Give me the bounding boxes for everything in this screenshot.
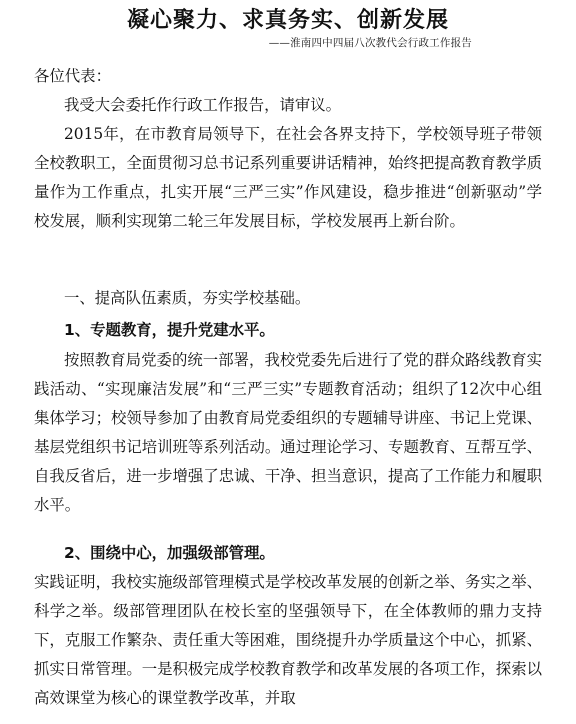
subsection-body-2: 实践证明，我校实施级部管理模式是学校改革发展的创新之举、务实之举、科学之举。级部管理团队在校长室的坚强领导下，在全体教师的鼎力支持下，克服工作繁杂、责任重大等困难，围绕提升办学质量这个中心，抓紧、抓实日常管理。一是积极完成学校教育教学和改革发展的各项工作，探索以高效课堂为核心的课堂教学改革，并取: [34, 573, 542, 707]
salutation: 各位代表：: [34, 67, 111, 85]
document-title: 凝心聚力、求真务实、创新发展: [126, 8, 449, 33]
subsection-heading-2: 2、围绕中心，加强级部管理。: [64, 544, 275, 562]
paragraph-summary: 2015年，在市教育局领导下，在社会各界支持下，学校领导班子带领全校教职工，全面贯彻习总书记系列重要讲话精神，始终把提高教育教学质量作为工作重点，扎实开展“三严三实”作风建设，稳步推进“创新驱动”学校发展，顺利实现第二轮三年发展目标，学校发展再上新台阶。: [34, 125, 542, 230]
paragraph-intro: 我受大会委托作行政工作报告，请审议。: [64, 96, 342, 114]
section-heading-1: 一、提高队伍素质，夯实学校基础。: [64, 289, 311, 307]
subsection-body-1: 按照教育局党委的统一部署，我校党委先后进行了党的群众路线教育实践活动、“实现廉洁发展”和“三严三实”专题教育活动；组织了12次中心组集体学习；校领导参加了由教育局党委组织的专题辅导讲座、书记上党课、基层党组织书记培训班等系列活动。通过理论学习、专题教育、互帮互学、自我反省后，进一步增强了忠诚、干净、担当意识，提高了工作能力和履职水平。: [34, 351, 542, 514]
subsection-heading-1: 1、专题教育，提升党建水平。: [64, 321, 275, 339]
document-subtitle: ——淮南四中四届八次教代会行政工作报告: [268, 37, 472, 49]
